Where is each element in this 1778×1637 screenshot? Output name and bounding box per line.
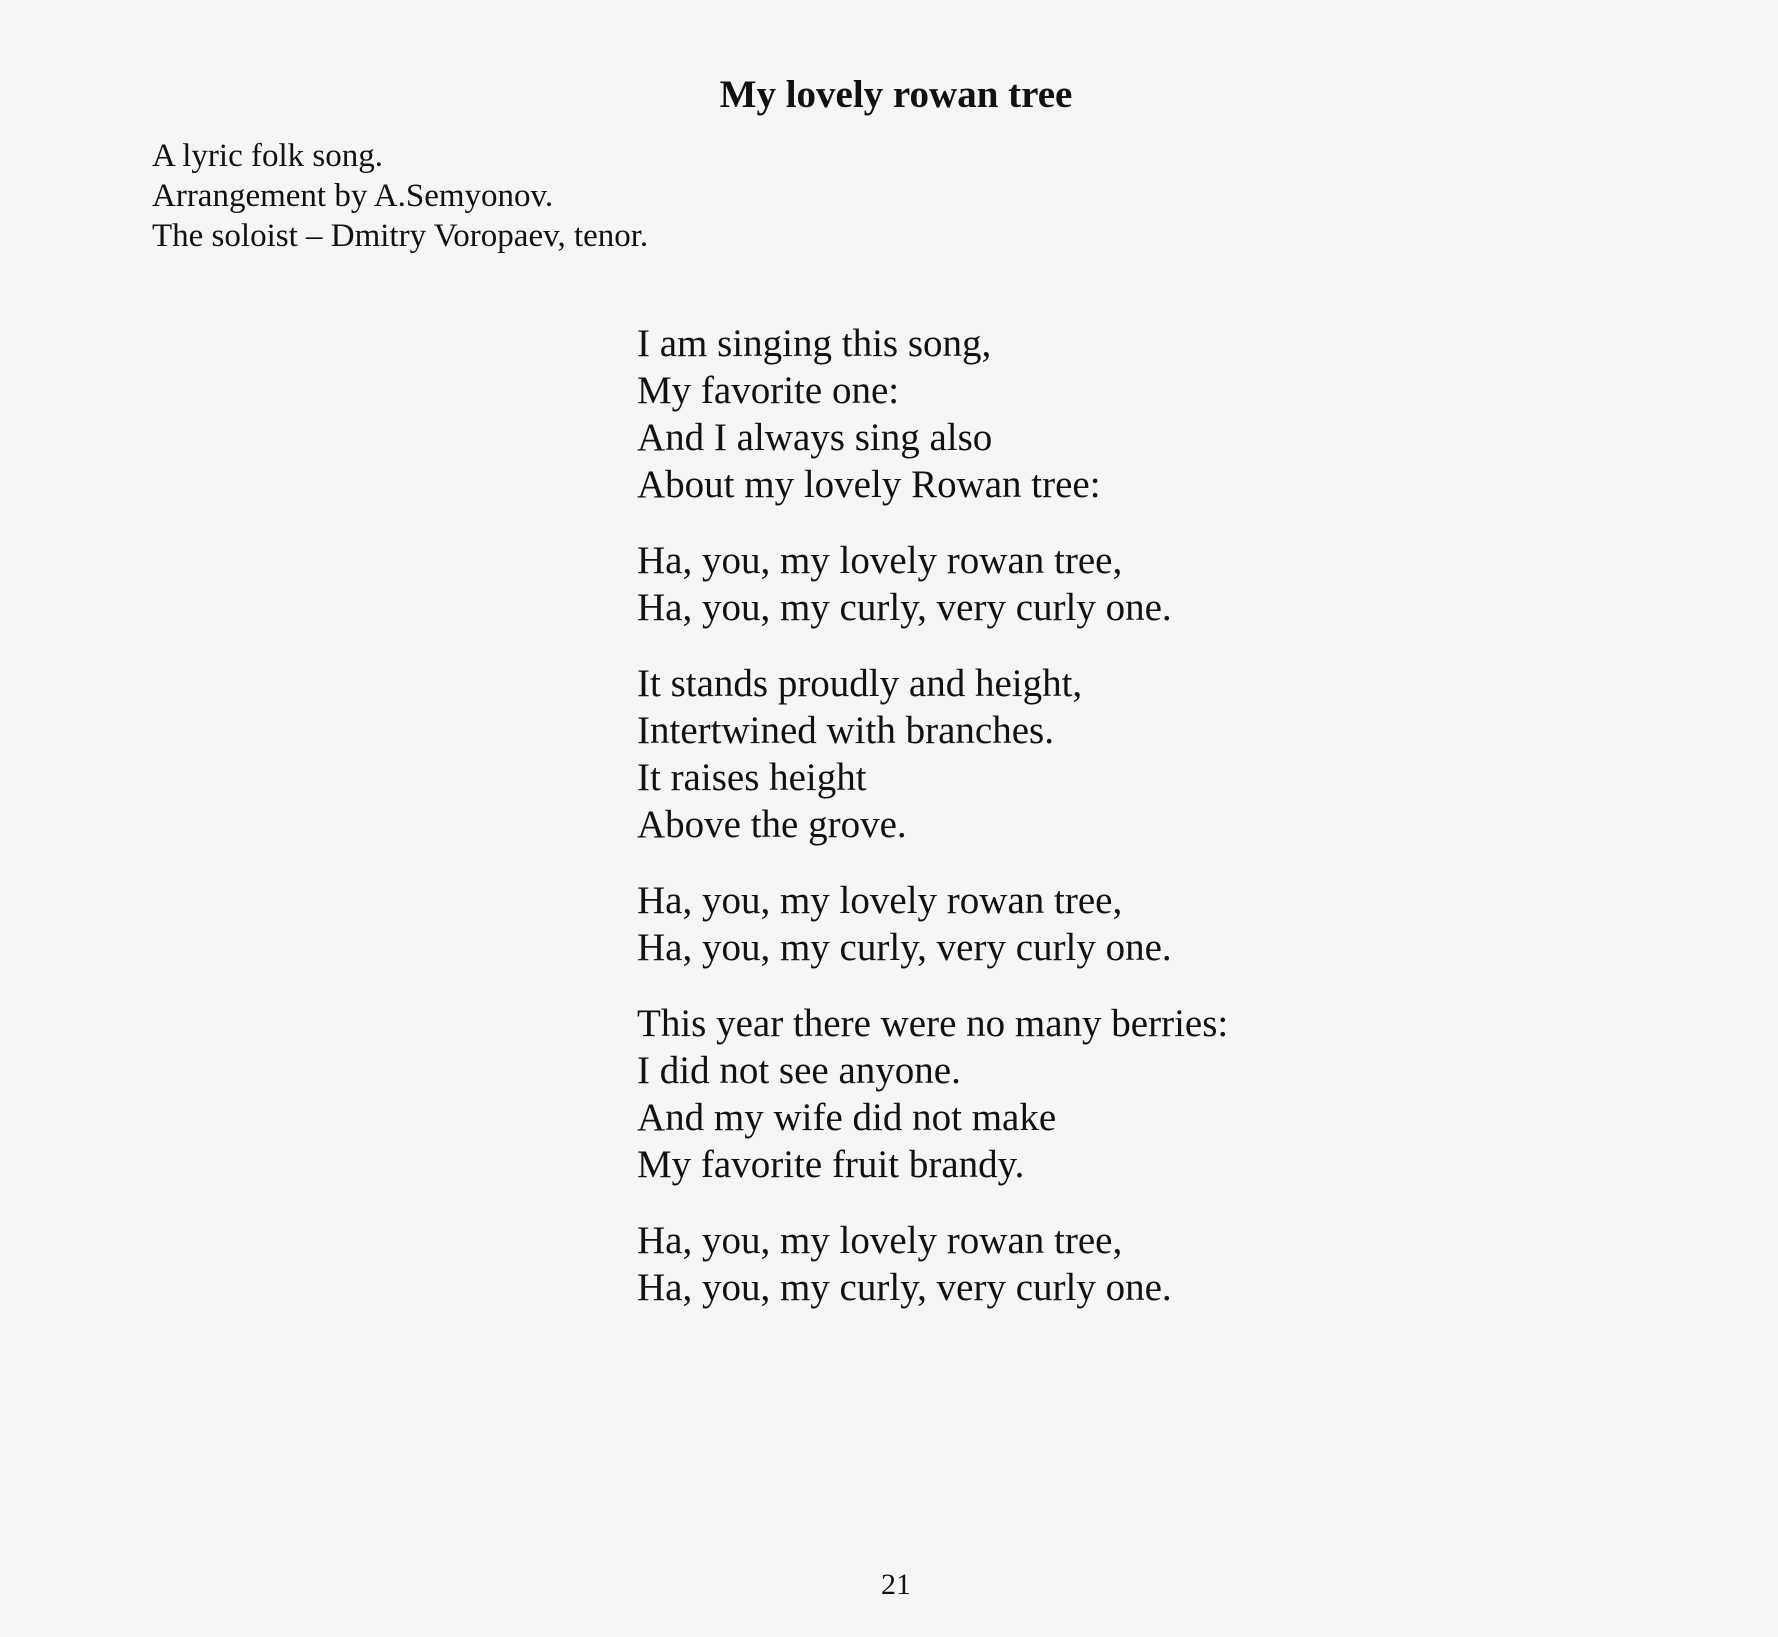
- lyric-line: It stands proudly and height,: [637, 662, 1083, 705]
- credit-genre: A lyric folk song.: [152, 138, 383, 174]
- chorus-2: [637, 877, 1228, 971]
- song-credits: [152, 136, 648, 256]
- chorus-3: [637, 1217, 1228, 1311]
- lyric-line: This year there were no many berries:: [637, 1002, 1229, 1045]
- lyric-line: Ha, you, my curly, very curly one.: [637, 1266, 1172, 1309]
- lyric-line: My favorite fruit brandy.: [637, 1143, 1025, 1186]
- credit-arrangement: Arrangement by A.Semyonov.: [152, 178, 554, 214]
- lyric-line: Above the grove.: [637, 803, 907, 846]
- credit-soloist: The soloist – Dmitry Voropaev, tenor.: [152, 218, 649, 254]
- verse-3: [637, 1000, 1228, 1188]
- lyric-line: And I always sing also: [637, 416, 993, 459]
- lyric-line: Ha, you, my lovely rowan tree,: [637, 1219, 1123, 1262]
- lyric-line: My favorite one:: [637, 369, 900, 412]
- lyric-line: It raises height: [637, 756, 867, 799]
- lyric-line: I am singing this song,: [637, 322, 992, 365]
- lyrics: [637, 320, 1228, 1340]
- page-number: 21: [881, 1568, 911, 1601]
- lyric-line: Ha, you, my curly, very curly one.: [637, 926, 1172, 969]
- chorus-1: [637, 537, 1228, 631]
- verse-1: [637, 320, 1228, 508]
- lyric-line: Ha, you, my curly, very curly one.: [637, 586, 1172, 629]
- lyric-line: About my lovely Rowan tree:: [637, 463, 1101, 506]
- lyric-line: Ha, you, my lovely rowan tree,: [637, 879, 1123, 922]
- lyric-line: And my wife did not make: [637, 1096, 1057, 1139]
- verse-2: [637, 660, 1228, 848]
- song-title: My lovely rowan tree: [719, 73, 1073, 116]
- lyric-line: I did not see anyone.: [637, 1049, 961, 1092]
- lyric-line: Intertwined with branches.: [637, 709, 1054, 752]
- lyric-line: Ha, you, my lovely rowan tree,: [637, 539, 1123, 582]
